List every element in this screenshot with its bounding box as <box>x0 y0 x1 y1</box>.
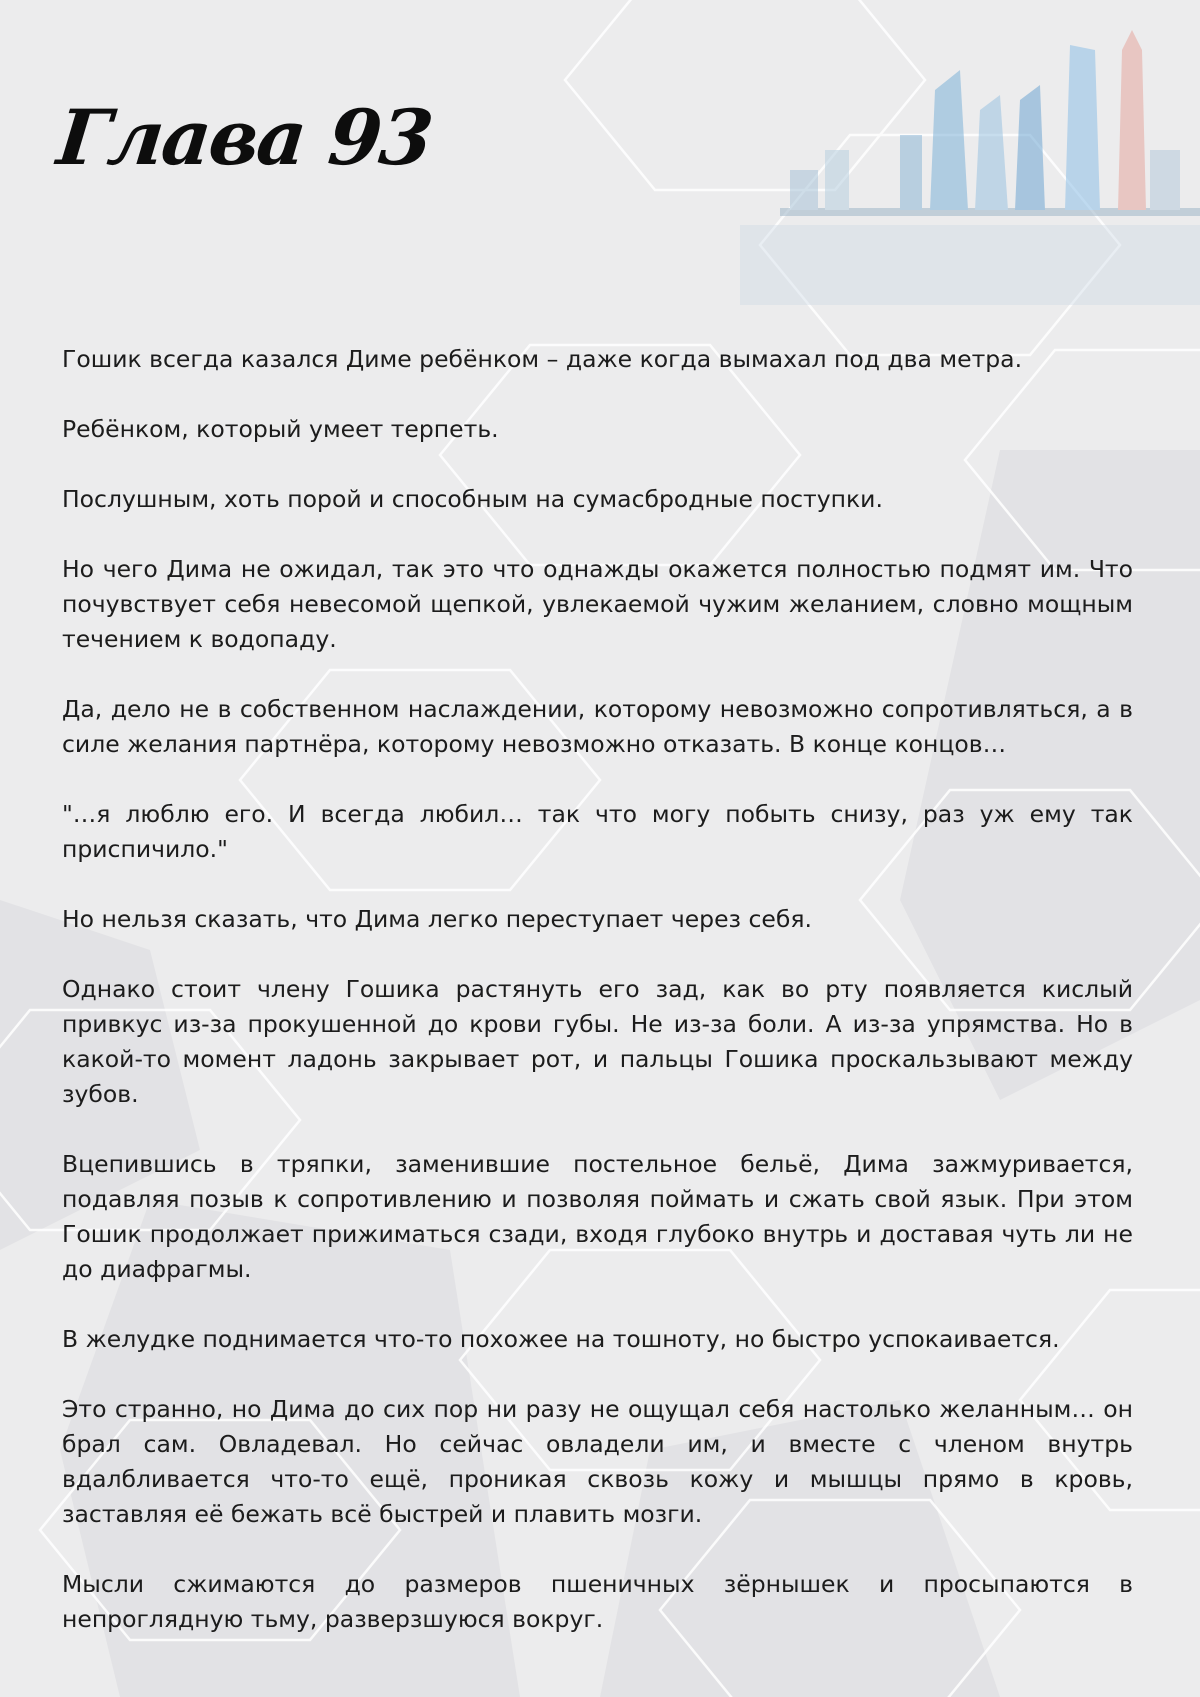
paragraph: Это странно, но Дима до сих пор ни разу не ощущал себя настолько желанным… он брал сам. Овладевал. Но сейчас овладели им, и вместе с членом внутрь вдалбливается что-то ещё, проникая сквозь кожу и мышцы прямо в кровь, заставляя её бежать всё быстрей и плавить мозги. <box>62 1395 1133 1528</box>
skyline-tower <box>975 95 1008 210</box>
skyline-tower <box>825 150 849 210</box>
skyline-tower <box>900 135 922 210</box>
skyline-tower <box>930 70 968 210</box>
paragraph: Да, дело не в собственном наслаждении, которому невозможно сопротивляться, а в силе желания партнёра, которому невозможно отказать. В конце концов… <box>62 695 1133 758</box>
skyline-tower <box>1118 30 1146 210</box>
paragraph: Послушным, хоть порой и способным на сумасбродные поступки. <box>62 485 883 513</box>
skyline-water-reflection <box>740 225 1200 305</box>
skyline-tower <box>1065 45 1100 210</box>
paragraph: В желудке поднимается что-то похожее на тошноту, но быстро успокаивается. <box>62 1325 1060 1353</box>
skyline-tower <box>1150 150 1180 210</box>
paragraph: Гошик всегда казался Диме ребёнком – даже когда вымахал под два метра. <box>62 345 1023 373</box>
paragraph: Однако стоит члену Гошика растянуть его зад, как во рту появляется кислый привкус из-за прокушенной до крови губы. Не из-за боли. А из-за упрямства. Но в какой-то момент ладонь закрывает рот, и пальцы Гошика проскальзывают между зубов. <box>62 975 1133 1108</box>
document-body <box>62 342 1133 1672</box>
paragraph: Мысли сжимаются до размеров пшеничных зёрнышек и просыпаются в непроглядную тьму, разверзшуюся вокруг. <box>62 1570 1133 1633</box>
chapter-title: Глава 93 <box>53 93 436 182</box>
paragraph: Вцепившись в тряпки, заменившие постельное бельё, Дима зажмуривается, подавляя позыв к сопротивлению и позволяя поймать и сжать свой язык. При этом Гошик продолжает прижиматься сзади, входя глубоко внутрь и доставая чуть ли не до диафрагмы. <box>62 1150 1133 1283</box>
paragraph: "…я люблю его. И всегда любил… так что могу побыть снизу, раз уж ему так приспичило." <box>62 800 1133 863</box>
skyline-tower <box>1015 85 1045 210</box>
skyline-tower <box>790 170 818 210</box>
paragraph: Но нельзя сказать, что Дима легко переступает через себя. <box>62 905 812 933</box>
paragraph: Ребёнком, который умеет терпеть. <box>62 415 499 443</box>
paragraph: Но чего Дима не ожидал, так это что однажды окажется полностью подмят им. Что почувствует себя невесомой щепкой, увлекаемой чужим желанием, словно мощным течением к водопаду. <box>62 555 1133 653</box>
